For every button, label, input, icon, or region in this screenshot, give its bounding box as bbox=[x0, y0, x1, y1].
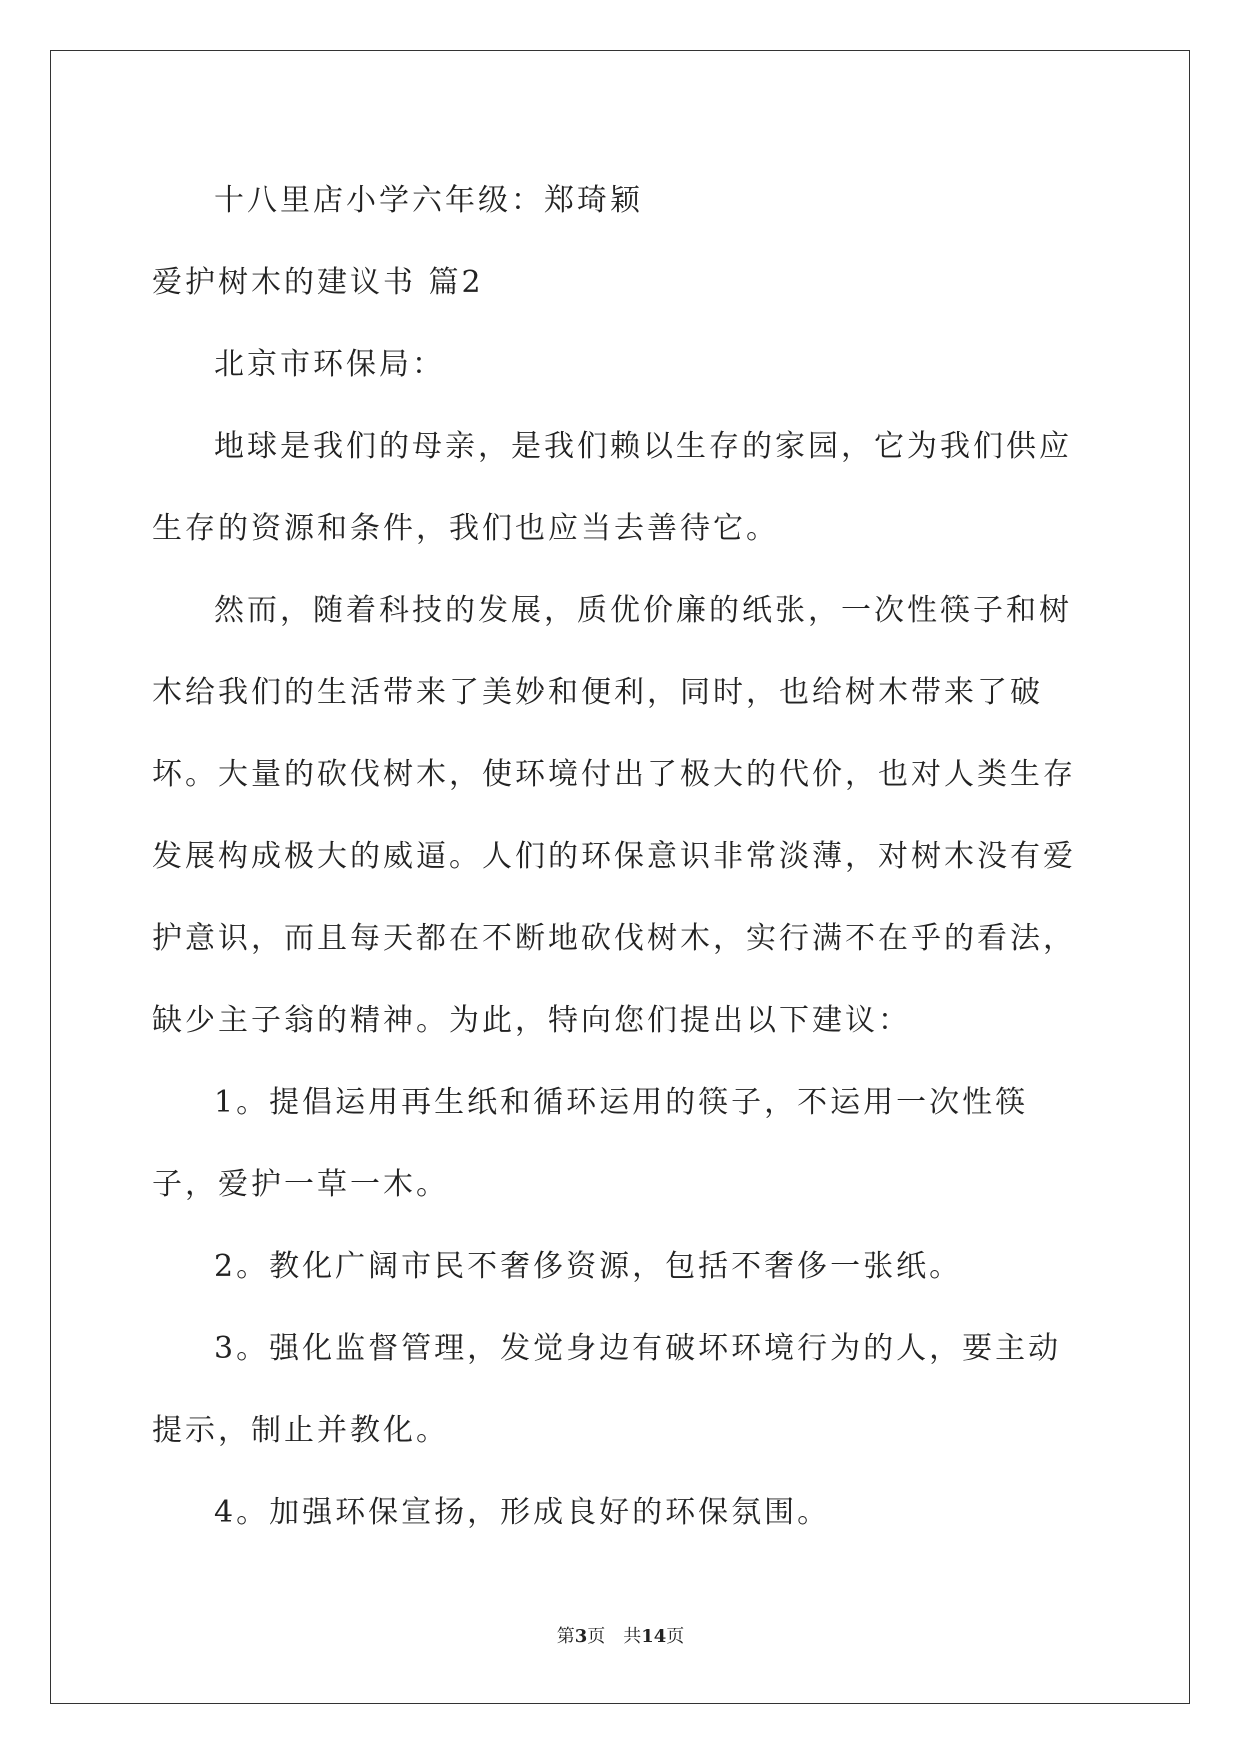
footer-total-prefix: 共 bbox=[623, 1626, 642, 1647]
paragraph-salutation: 北京市环保局： bbox=[214, 347, 445, 382]
paragraph-body: 地球是我们的母亲，是我们赖以生存的家园，它为我们供应生存的资源和条件，我们也应当去善待它。 bbox=[152, 429, 1072, 546]
suggestion-item: 3。强化监督管理，发觉身边有破坏环境行为的人，要主动提示，制止并教化。 bbox=[152, 1331, 1062, 1448]
suggestion-item: 1。提倡运用再生纸和循环运用的筷子，不运用一次性筷子，爱护一草一木。 bbox=[152, 1085, 1029, 1202]
current-page-number: 3 bbox=[574, 1626, 588, 1647]
total-pages-number: 14 bbox=[641, 1626, 667, 1647]
document-body bbox=[152, 160, 1092, 1554]
suggestion-item: 4。加强环保宣扬，形成良好的环保氛围。 bbox=[214, 1495, 831, 1530]
page-footer bbox=[0, 1622, 1241, 1648]
suggestion-item: 2。教化广阔市民不奢侈资源，包括不奢侈一张纸。 bbox=[214, 1249, 963, 1284]
paragraph-body: 然而，随着科技的发展，质优价廉的纸张，一次性筷子和树木给我们的生活带来了美妙和便利，同时，也给树木带来了破坏。大量的砍伐树木，使环境付出了极大的代价，也对人类生存发展构成极大的威逼。人们的环保意识非常淡薄，对树木没有爱护意识，而且每天都在不断地砍伐树木，实行满不在乎的看法，缺少主子翁的精神。为此，特向您们提出以下建议： bbox=[152, 593, 1076, 1038]
footer-page-suffix: 页 bbox=[587, 1626, 606, 1647]
section-heading: 爱护树木的建议书 篇2 bbox=[152, 265, 484, 300]
footer-total-suffix: 页 bbox=[666, 1626, 685, 1647]
footer-prefix: 第 bbox=[556, 1626, 575, 1647]
paragraph-author: 十八里店小学六年级：郑琦颖 bbox=[214, 183, 643, 218]
